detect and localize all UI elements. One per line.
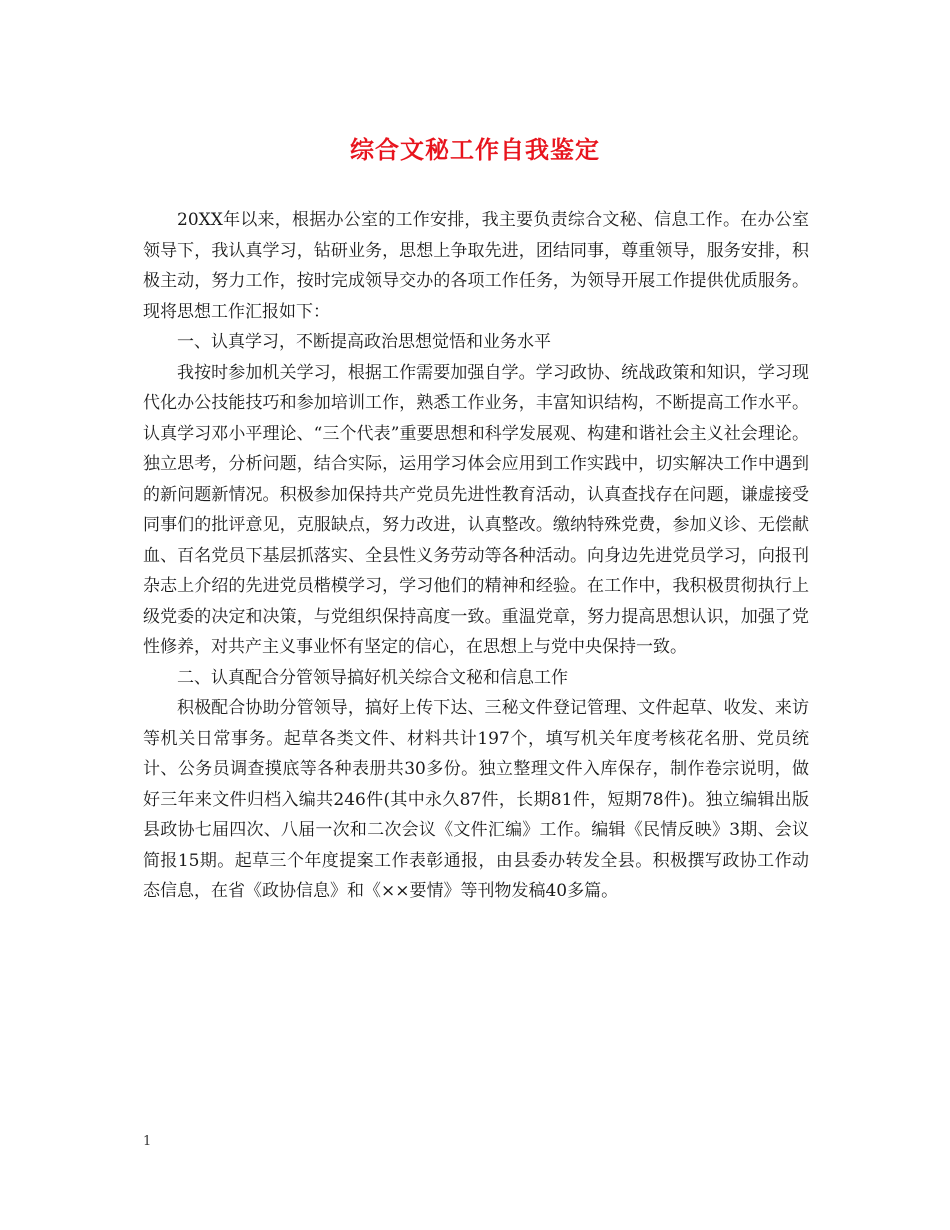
page-number: 1 <box>143 1134 152 1149</box>
section-heading-2: 二、认真配合分管领导搞好机关综合文秘和信息工作 <box>177 667 568 688</box>
intro-paragraph: 20XX年以来，根据办公室的工作安排，我主要负责综合文秘、信息工作。在办公室领导下，我认真学习，钻研业务，思想上争取先进，团结同事，尊重领导，服务安排，积极主动，努力工作，按时完成领导交办的各项工作任务，为领导开展工作提供优质服务。现将思想工作汇报如下： <box>143 210 809 322</box>
section-2-paragraph: 积极配合协助分管领导，搞好上传下达、三秘文件登记管理、文件起草、收发、来访等机关日常事务。起草各类文件、材料共计197个，填写机关年度考核花名册、党员统计、公务员调查摸底等各种表册共30多份。独立整理文件入库保存，制作卷宗说明，做好三年来文件归档入编共246件(其中永久87件，长期81件，短期78件)。独立编辑出版县政协七届四次、八届一次和二次会议《文件汇编》工作。编辑《民情反映》3期、会议简报15期。起草三个年度提案工作表彰通报，由县委办转发全县。积极撰写政协工作动态信息，在省《政协信息》和《××要情》等刊物发稿40多篇。 <box>143 698 809 901</box>
section-1-paragraph: 我按时参加机关学习，根据工作需要加强自学。学习政协、统战政策和知识，学习现代化办公技能技巧和参加培训工作，熟悉工作业务，丰富知识结构，不断提高工作水平。认真学习邓小平理论、“三个代表”重要思想和科学发展观、构建和谐社会主义社会理论。独立思考，分析问题，结合实际，运用学习体会应用到工作实践中，切实解决工作中遇到的新问题新情况。积极参加保持共产党员先进性教育活动，认真查找存在问题，谦虚接受同事们的批评意见，克服缺点，努力改进，认真整改。缴纳特殊党费，参加义诊、无偿献血、百名党员下基层抓落实、全县性义务劳动等各种活动。向身边先进党员学习，向报刊杂志上介绍的先进党员楷模学习，学习他们的精神和经验。在工作中，我积极贯彻执行上级党委的决定和决策，与党组织保持高度一致。重温党章，努力提高思想认识，加强了党性修养，对共产主义事业怀有坚定的信心，在思想上与党中央保持一致。 <box>143 362 809 657</box>
document-body <box>143 205 809 907</box>
section-heading-1: 一、认真学习，不断提高政治思想觉悟和业务水平 <box>177 332 551 352</box>
document-title: 综合文秘工作自我鉴定 <box>350 135 600 164</box>
